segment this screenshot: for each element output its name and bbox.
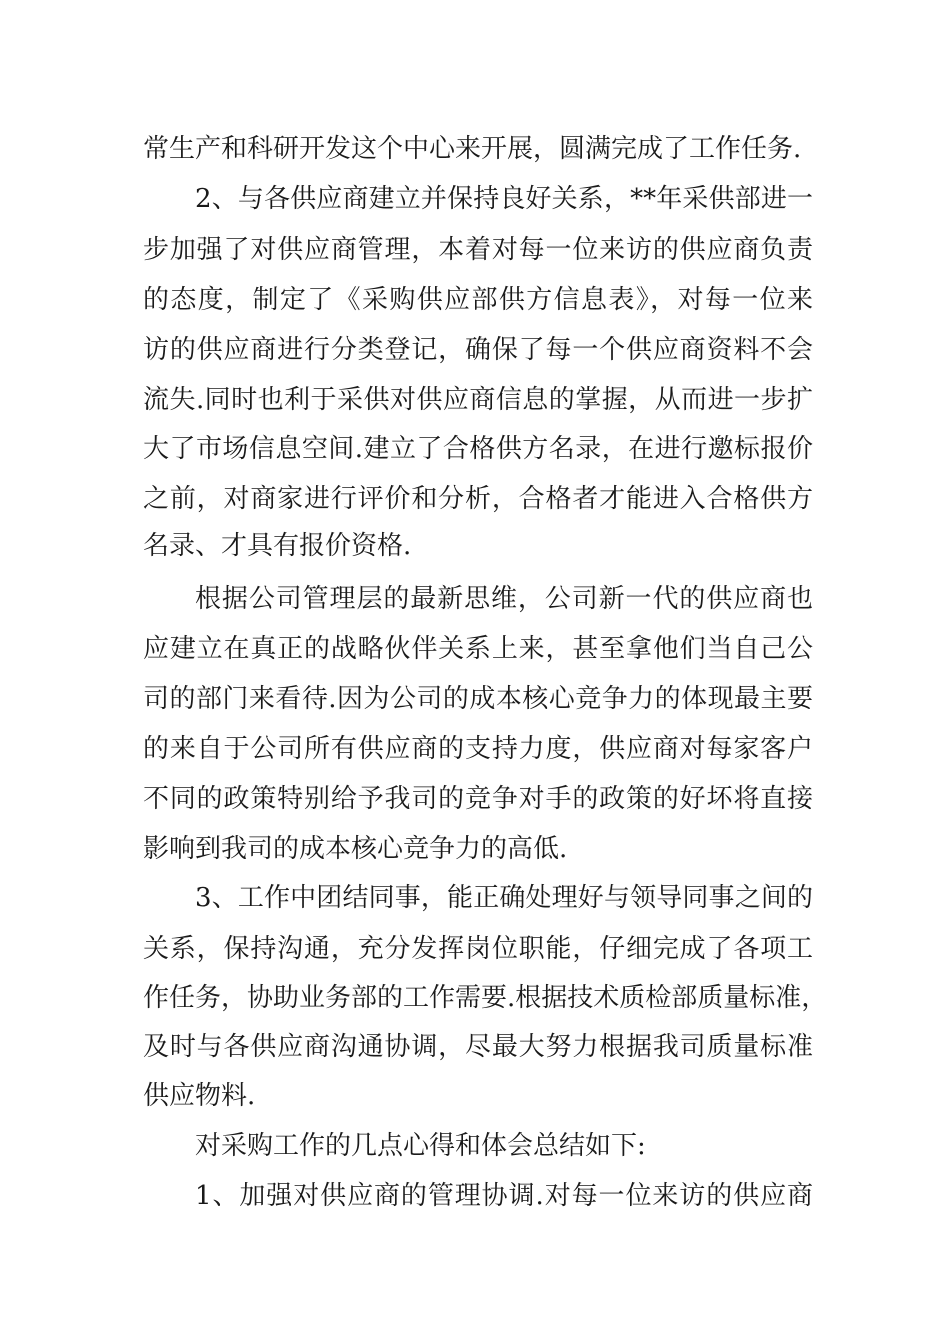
text-line: 影响到我司的成本核心竞争力的高低.: [143, 834, 568, 864]
text-line: 大了市场信息空间.建立了合格供方名录，在进行邀标报价: [143, 434, 813, 464]
text-line: 对采购工作的几点心得和体会总结如下:: [195, 1131, 646, 1161]
text-line: 的态度，制定了《采购供应部供方信息表》，对每一位来: [143, 285, 813, 315]
text-line: 的来自于公司所有供应商的支持力度，供应商对每家客户: [143, 734, 813, 764]
text-line: 关系，保持沟通，充分发挥岗位职能，仔细完成了各项工: [143, 934, 813, 964]
text-line: 不同的政策特别给予我司的竞争对手的政策的好坏将直接: [143, 784, 813, 814]
text-line: 名录、才具有报价资格.: [143, 531, 412, 561]
text-line: 3、工作中团结同事，能正确处理好与领导同事之间的: [195, 883, 813, 913]
text-line: 访的供应商进行分类登记，确保了每一个供应商资料不会: [143, 335, 813, 365]
text-line: 根据公司管理层的最新思维，公司新一代的供应商也: [195, 584, 813, 614]
text-line: 1、加强对供应商的管理协调.对每一位来访的供应商: [195, 1181, 813, 1211]
text-line: 2、与各供应商建立并保持良好关系，**年采供部进一: [195, 184, 813, 214]
text-line: 作任务，协助业务部的工作需要.根据技术质检部质量标准，: [143, 983, 828, 1013]
text-line: 应建立在真正的战略伙伴关系上来，甚至拿他们当自己公: [143, 634, 813, 664]
text-line: 常生产和科研开发这个中心来开展，圆满完成了工作任务.: [143, 134, 802, 164]
text-line: 流失.同时也利于采供对供应商信息的掌握，从而进一步扩: [143, 385, 813, 415]
text-line: 之前，对商家进行评价和分析，合格者才能进入合格供方: [143, 484, 813, 514]
text-line: 及时与各供应商沟通协调，尽最大努力根据我司质量标准: [143, 1032, 813, 1062]
text-line: 步加强了对供应商管理，本着对每一位来访的供应商负责: [143, 235, 813, 265]
text-line: 司的部门来看待.因为公司的成本核心竞争力的体现最主要: [143, 684, 813, 714]
text-line: 供应物料.: [143, 1081, 256, 1111]
